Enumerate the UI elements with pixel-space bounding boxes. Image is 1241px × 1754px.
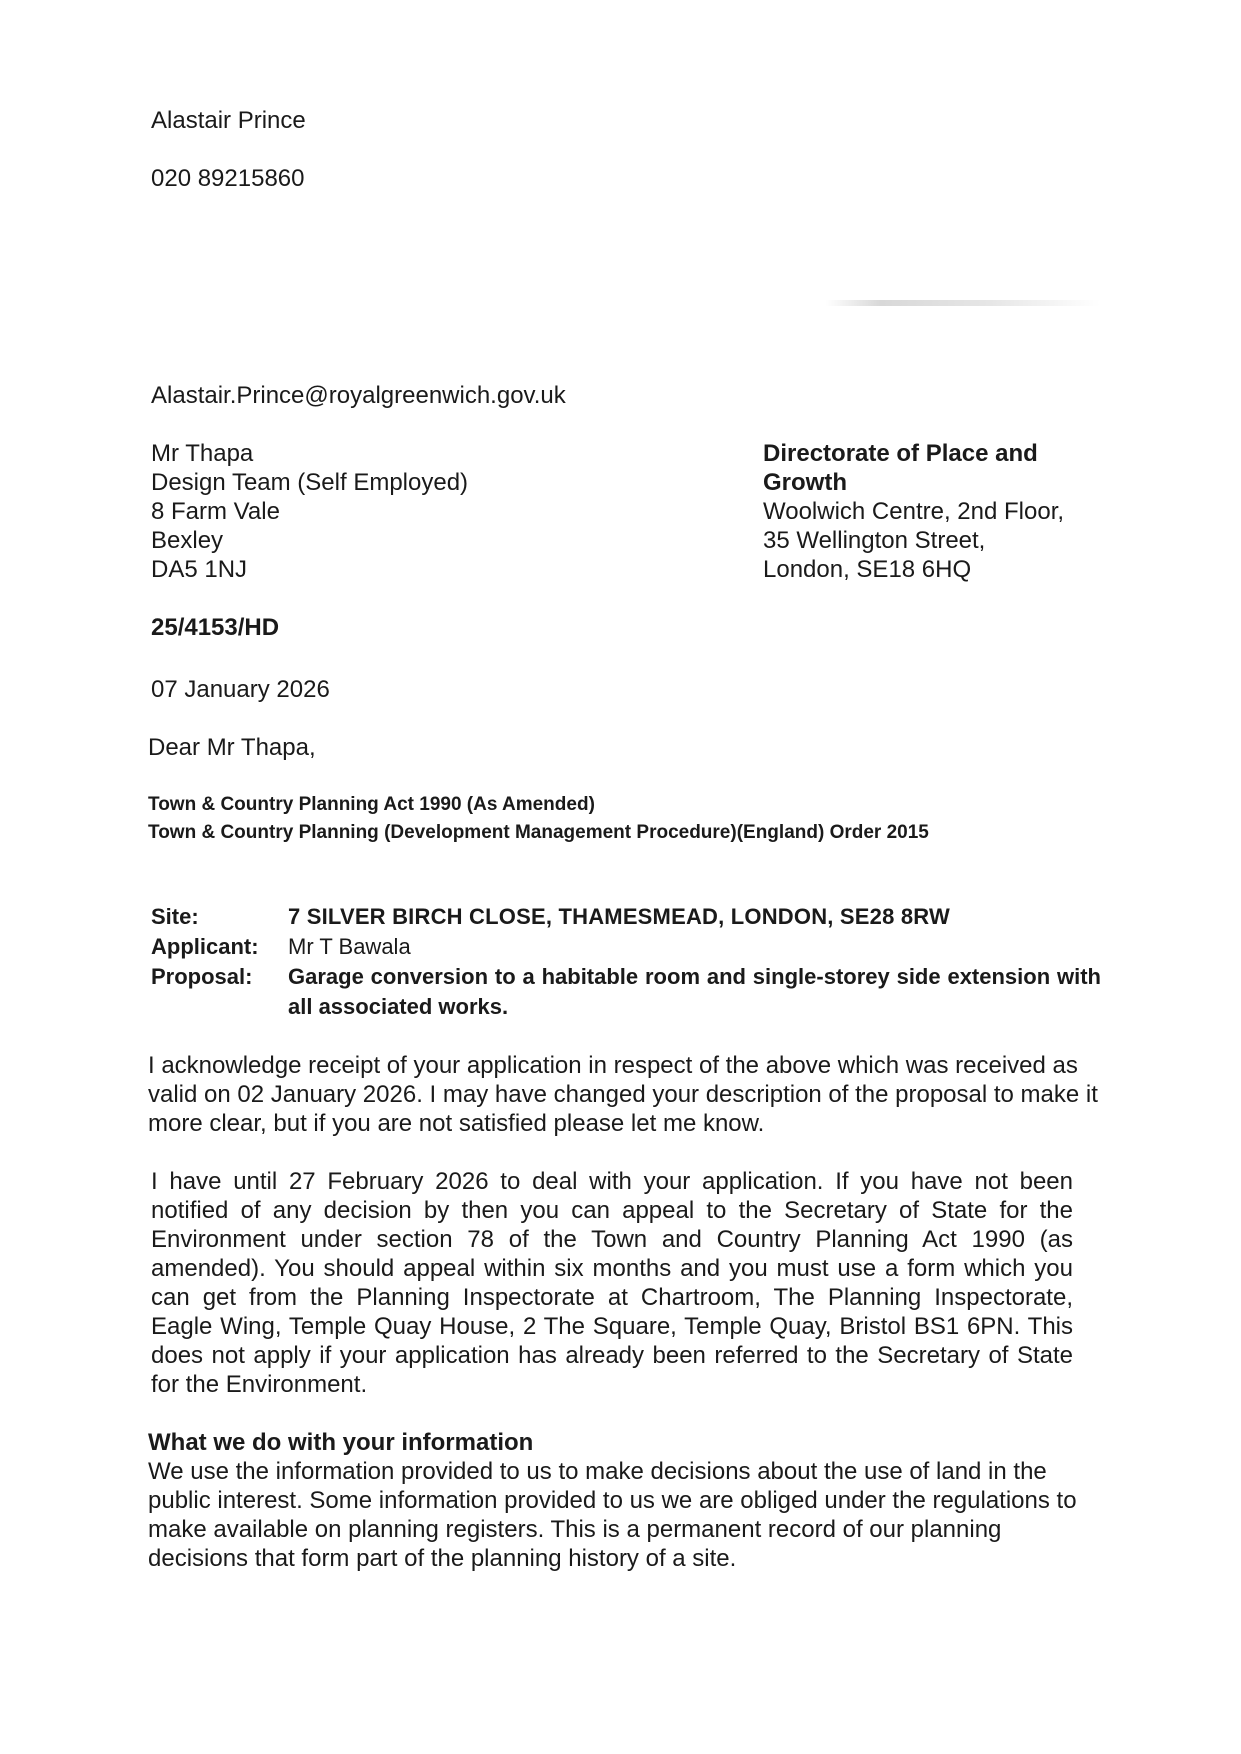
recipient-line: Mr Thapa: [151, 440, 254, 467]
proposal-label: Proposal:: [151, 964, 253, 989]
directorate-title: Growth: [763, 469, 847, 496]
recipient-address: [151, 439, 468, 584]
salutation: Dear Mr Thapa,: [148, 734, 316, 761]
info-paragraph: We use the information provided to us to make decisions about the use of land in the public interest. Some information provided to us we are obliged under the regulations to make available on planning registers. This is a permanent record of our planning decisions that form part of the planning history of a site.: [148, 1458, 1077, 1572]
directorate-title: Directorate of Place and: [763, 440, 1038, 467]
act-line: Town & Country Planning (Development Management Procedure)(England) Order 2015: [148, 822, 929, 843]
applicant-label: Applicant:: [151, 934, 259, 959]
site-label: Site:: [151, 904, 199, 929]
proposal-value: Garage conversion to a habitable room and single-storey side extension with all associated works.: [288, 964, 1101, 1019]
info-heading: What we do with your information: [148, 1429, 534, 1456]
reference-number: 25/4153/HD: [151, 614, 280, 641]
application-details: [151, 902, 1101, 1022]
act-line: Town & Country Planning Act 1990 (As Amended): [148, 794, 595, 815]
acknowledgement-paragraph: I acknowledge receipt of your application in respect of the above which was received as valid on 02 January 2026. I may have changed your description of the proposal to make it more clear, but if you are not satisfied please let me know.: [148, 1052, 1098, 1137]
sender-name: Alastair Prince: [151, 107, 306, 134]
site-value: 7 SILVER BIRCH CLOSE, THAMESMEAD, LONDON, SE28 8RW: [288, 904, 950, 929]
faint-scan-mark: [826, 300, 1100, 306]
directorate-address-line: London, SE18 6HQ: [763, 556, 972, 583]
applicant-value: Mr T Bawala: [288, 934, 411, 959]
recipient-line: DA5 1NJ: [151, 556, 248, 583]
recipient-line: 8 Farm Vale: [151, 498, 280, 525]
recipient-line: Design Team (Self Employed): [151, 469, 469, 496]
sender-phone: 020 89215860: [151, 165, 305, 192]
sender-email: Alastair.Prince@royalgreenwich.gov.uk: [151, 382, 566, 409]
applicant-row: [151, 932, 1101, 962]
directorate-address-line: Woolwich Centre, 2nd Floor,: [763, 498, 1065, 525]
recipient-line: Bexley: [151, 527, 224, 554]
letter-date: 07 January 2026: [151, 676, 330, 703]
appeal-paragraph: I have until 27 February 2026 to deal with your application. If you have not been notified of any decision by then you can appeal to the Secretary of State for the Environment under section 78 of the Town and Country Planning Act 1990 (as amended). You should appeal within six months and you must use a form which you can get from the Planning Inspectorate at Chartroom, The Planning Inspectorate, Eagle Wing, Temple Quay House, 2 The Square, Temple Quay, Bristol BS1 6PN. This does not apply if your application has already been referred to the Secretary of State for the Environment.: [151, 1168, 1073, 1398]
directorate-address: [763, 439, 1083, 584]
proposal-row: [151, 962, 1101, 1022]
site-row: [151, 902, 1101, 932]
legislation-heading: [148, 791, 929, 847]
directorate-address-line: 35 Wellington Street,: [763, 527, 986, 554]
